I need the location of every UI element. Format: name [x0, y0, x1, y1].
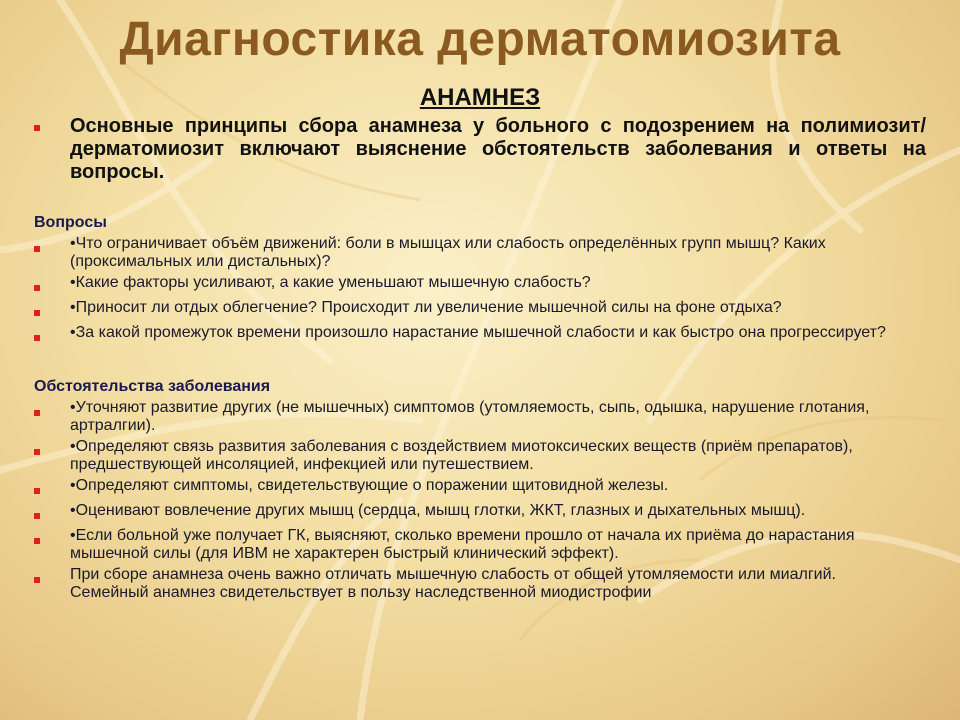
circumstances-list — [34, 399, 914, 602]
list-item-text: •Определяют связь развития заболевания с воздействием миотоксических веществ (приём препаратов), предшествующей инсоляцией, инфекцией или путешествием. — [70, 438, 853, 473]
list-item-text: •Какие факторы усиливают, а какие уменьшают мышечную слабость? — [70, 274, 591, 291]
red-square-bullet-icon — [34, 299, 70, 321]
red-square-bullet-icon — [34, 527, 70, 549]
list-item-text: •Если больной уже получает ГК, выясняют, сколько времени прошло от начала их приёма до нарастания мышечной силы (для ИВМ не характерен быстрый клинический эффект). — [70, 527, 855, 562]
list-item-text: •За какой промежуток времени произошло нарастание мышечной слабости и как быстро она прогрессирует? — [70, 324, 886, 341]
list-item-text: При сборе анамнеза очень важно отличать мышечную слабость от общей утомляемости или миалгий. Семейный анамнез свидетельствует в пользу наследственной миодистрофии — [70, 566, 836, 601]
lead-paragraph — [34, 115, 926, 184]
red-square-bullet-icon — [34, 274, 70, 296]
list-item — [34, 299, 914, 321]
red-square-bullet-icon — [34, 115, 70, 136]
red-square-bullet-icon — [34, 566, 70, 588]
list-item-text: •Что ограничивает объём движений: боли в мышцах или слабость определённых групп мышц? Каких (проксимальных или дистальных)? — [70, 235, 826, 270]
list-item-text: •Приносит ли отдых облегчение? Происходит ли увеличение мышечной силы на фоне отдыха? — [70, 299, 782, 316]
list-item — [34, 566, 914, 602]
list-item-text: •Определяют симптомы, свидетельствующие о поражении щитовидной железы. — [70, 477, 669, 494]
list-item — [34, 438, 914, 474]
list-item-text: •Уточняют развитие других (не мышечных) симптомов (утомляемость, сыпь, одышка, нарушение глотания, артралгии). — [70, 399, 870, 434]
section-title: АНАМНЕЗ — [419, 84, 541, 111]
red-square-bullet-icon — [34, 235, 70, 257]
list-item — [34, 274, 914, 296]
list-item-text: •Оценивают вовлечение других мышц (сердца, мышц глотки, ЖКТ, глазных и дыхательных мышц). — [70, 502, 806, 519]
red-square-bullet-icon — [34, 477, 70, 499]
red-square-bullet-icon — [34, 502, 70, 524]
red-square-bullet-icon — [34, 399, 70, 421]
list-item — [34, 324, 914, 346]
list-item — [34, 502, 914, 524]
circumstances-section — [34, 378, 914, 605]
list-item — [34, 527, 914, 563]
questions-list — [34, 235, 914, 346]
lead-text: Основные принципы сбора анамнеза у больного с подозрением на полимиозит/дерматомиозит включают выяснение обстоятельств заболевания и ответы на вопросы. — [70, 115, 926, 183]
slide-title: Диагностика дерматомиозита — [119, 13, 841, 66]
list-item — [34, 399, 914, 435]
list-item — [34, 477, 914, 499]
list-item — [34, 235, 914, 271]
red-square-bullet-icon — [34, 324, 70, 346]
red-square-bullet-icon — [34, 438, 70, 460]
questions-heading: Вопросы — [34, 214, 107, 231]
questions-section — [34, 214, 914, 349]
circumstances-heading: Обстоятельства заболевания — [34, 378, 271, 395]
